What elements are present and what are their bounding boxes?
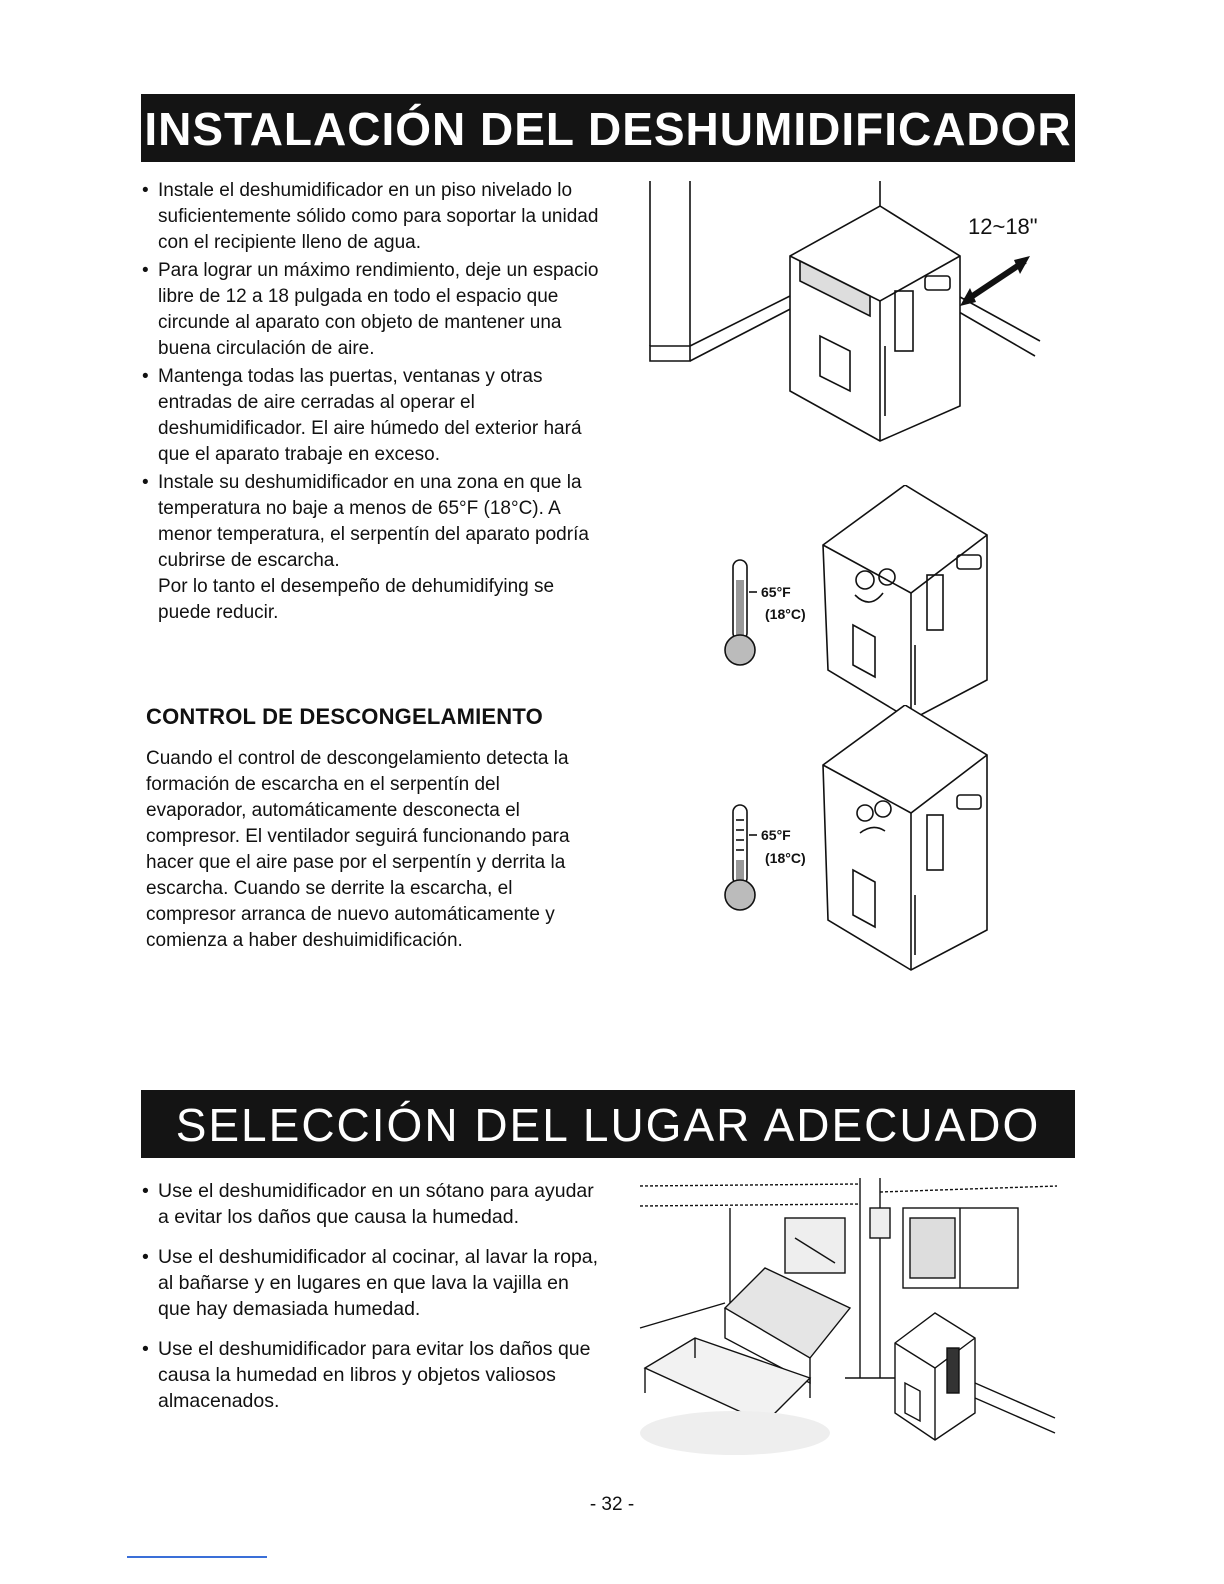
page-number: - 32 - — [589, 1494, 635, 1515]
list-item-text: Instale el deshumidificador en un piso nivelado lo suficientemente sólido como para soportar la unidad con el recipiente lleno de agua. — [158, 180, 599, 253]
footer-rule — [127, 1556, 267, 1558]
warm-temperature-illustration — [715, 485, 1005, 725]
list-item-note: Por lo tanto el desempeño de dehumidifying se puede reducir. — [158, 576, 555, 623]
list-item — [142, 1336, 602, 1414]
cold-temperature-illustration — [715, 705, 1005, 975]
location-recommendations-list — [142, 1178, 602, 1428]
defrost-control-paragraph: Cuando el control de descongelamiento detecta la formación de escarcha en el serpentín del evaporador, automáticamente desconecta el compresor. El ventilador seguirá funcionando para hacer que el aire pase por el serpentín y derrita la escarcha. Cuando se derrite la escarcha, el compresor arranca de nuevo automáticamente y comienza a haber deshuimidificación. — [146, 748, 570, 951]
section-title-location: SELECCIÓN DEL LUGAR ADECUADO — [141, 1090, 1075, 1158]
list-item — [142, 1178, 602, 1230]
list-item — [142, 258, 602, 362]
temperature-celsius-label: (18°C) — [765, 850, 806, 866]
list-item-text: Para lograr un máximo rendimiento, deje un espacio libre de 12 a 18 pulgada en todo el espacio que circunde al aparato con objeto de mantener una buena circulación de aire. — [158, 260, 599, 359]
list-item — [142, 1244, 602, 1322]
temperature-fahrenheit-label: 65°F — [761, 584, 791, 600]
clearance-illustration — [640, 176, 1060, 446]
list-item — [142, 178, 602, 256]
temperature-fahrenheit-label: 65°F — [761, 827, 791, 843]
list-item — [142, 364, 602, 468]
room-scene-illustration — [635, 1178, 1060, 1463]
list-item-text: Use el deshumidificador al cocinar, al lavar la ropa, al bañarse y en lugares en que lava la vajilla en que hay demasiada humedad. — [158, 1246, 599, 1320]
list-item-text: Instale su deshumidificador en una zona en que la temperatura no baje a menos de 65°F (18°C). A menor temperatura, el serpentín del aparato podría cubrirse de escarcha. — [158, 472, 589, 571]
list-item — [142, 470, 602, 626]
defrost-control-heading: CONTROL DE DESCONGELAMIENTO — [146, 704, 543, 729]
temperature-celsius-label: (18°C) — [765, 606, 806, 622]
installation-instructions-list — [142, 178, 602, 628]
section-title-installation: INSTALACIÓN DEL DESHUMIDIFICADOR — [141, 94, 1075, 162]
list-item-text: Mantenga todas las puertas, ventanas y otras entradas de aire cerradas al operar el deshumidificador. El aire húmedo del exterior hará que el aparato trabaje en exceso. — [158, 366, 582, 465]
clearance-distance-label: 12~18" — [968, 214, 1038, 239]
list-item-text: Use el deshumidificador en un sótano para ayudar a evitar los daños que causa la humedad. — [158, 1180, 594, 1228]
list-item-text: Use el deshumidificador para evitar los daños que causa la humedad en libros y objetos valiosos almacenados. — [158, 1338, 591, 1412]
